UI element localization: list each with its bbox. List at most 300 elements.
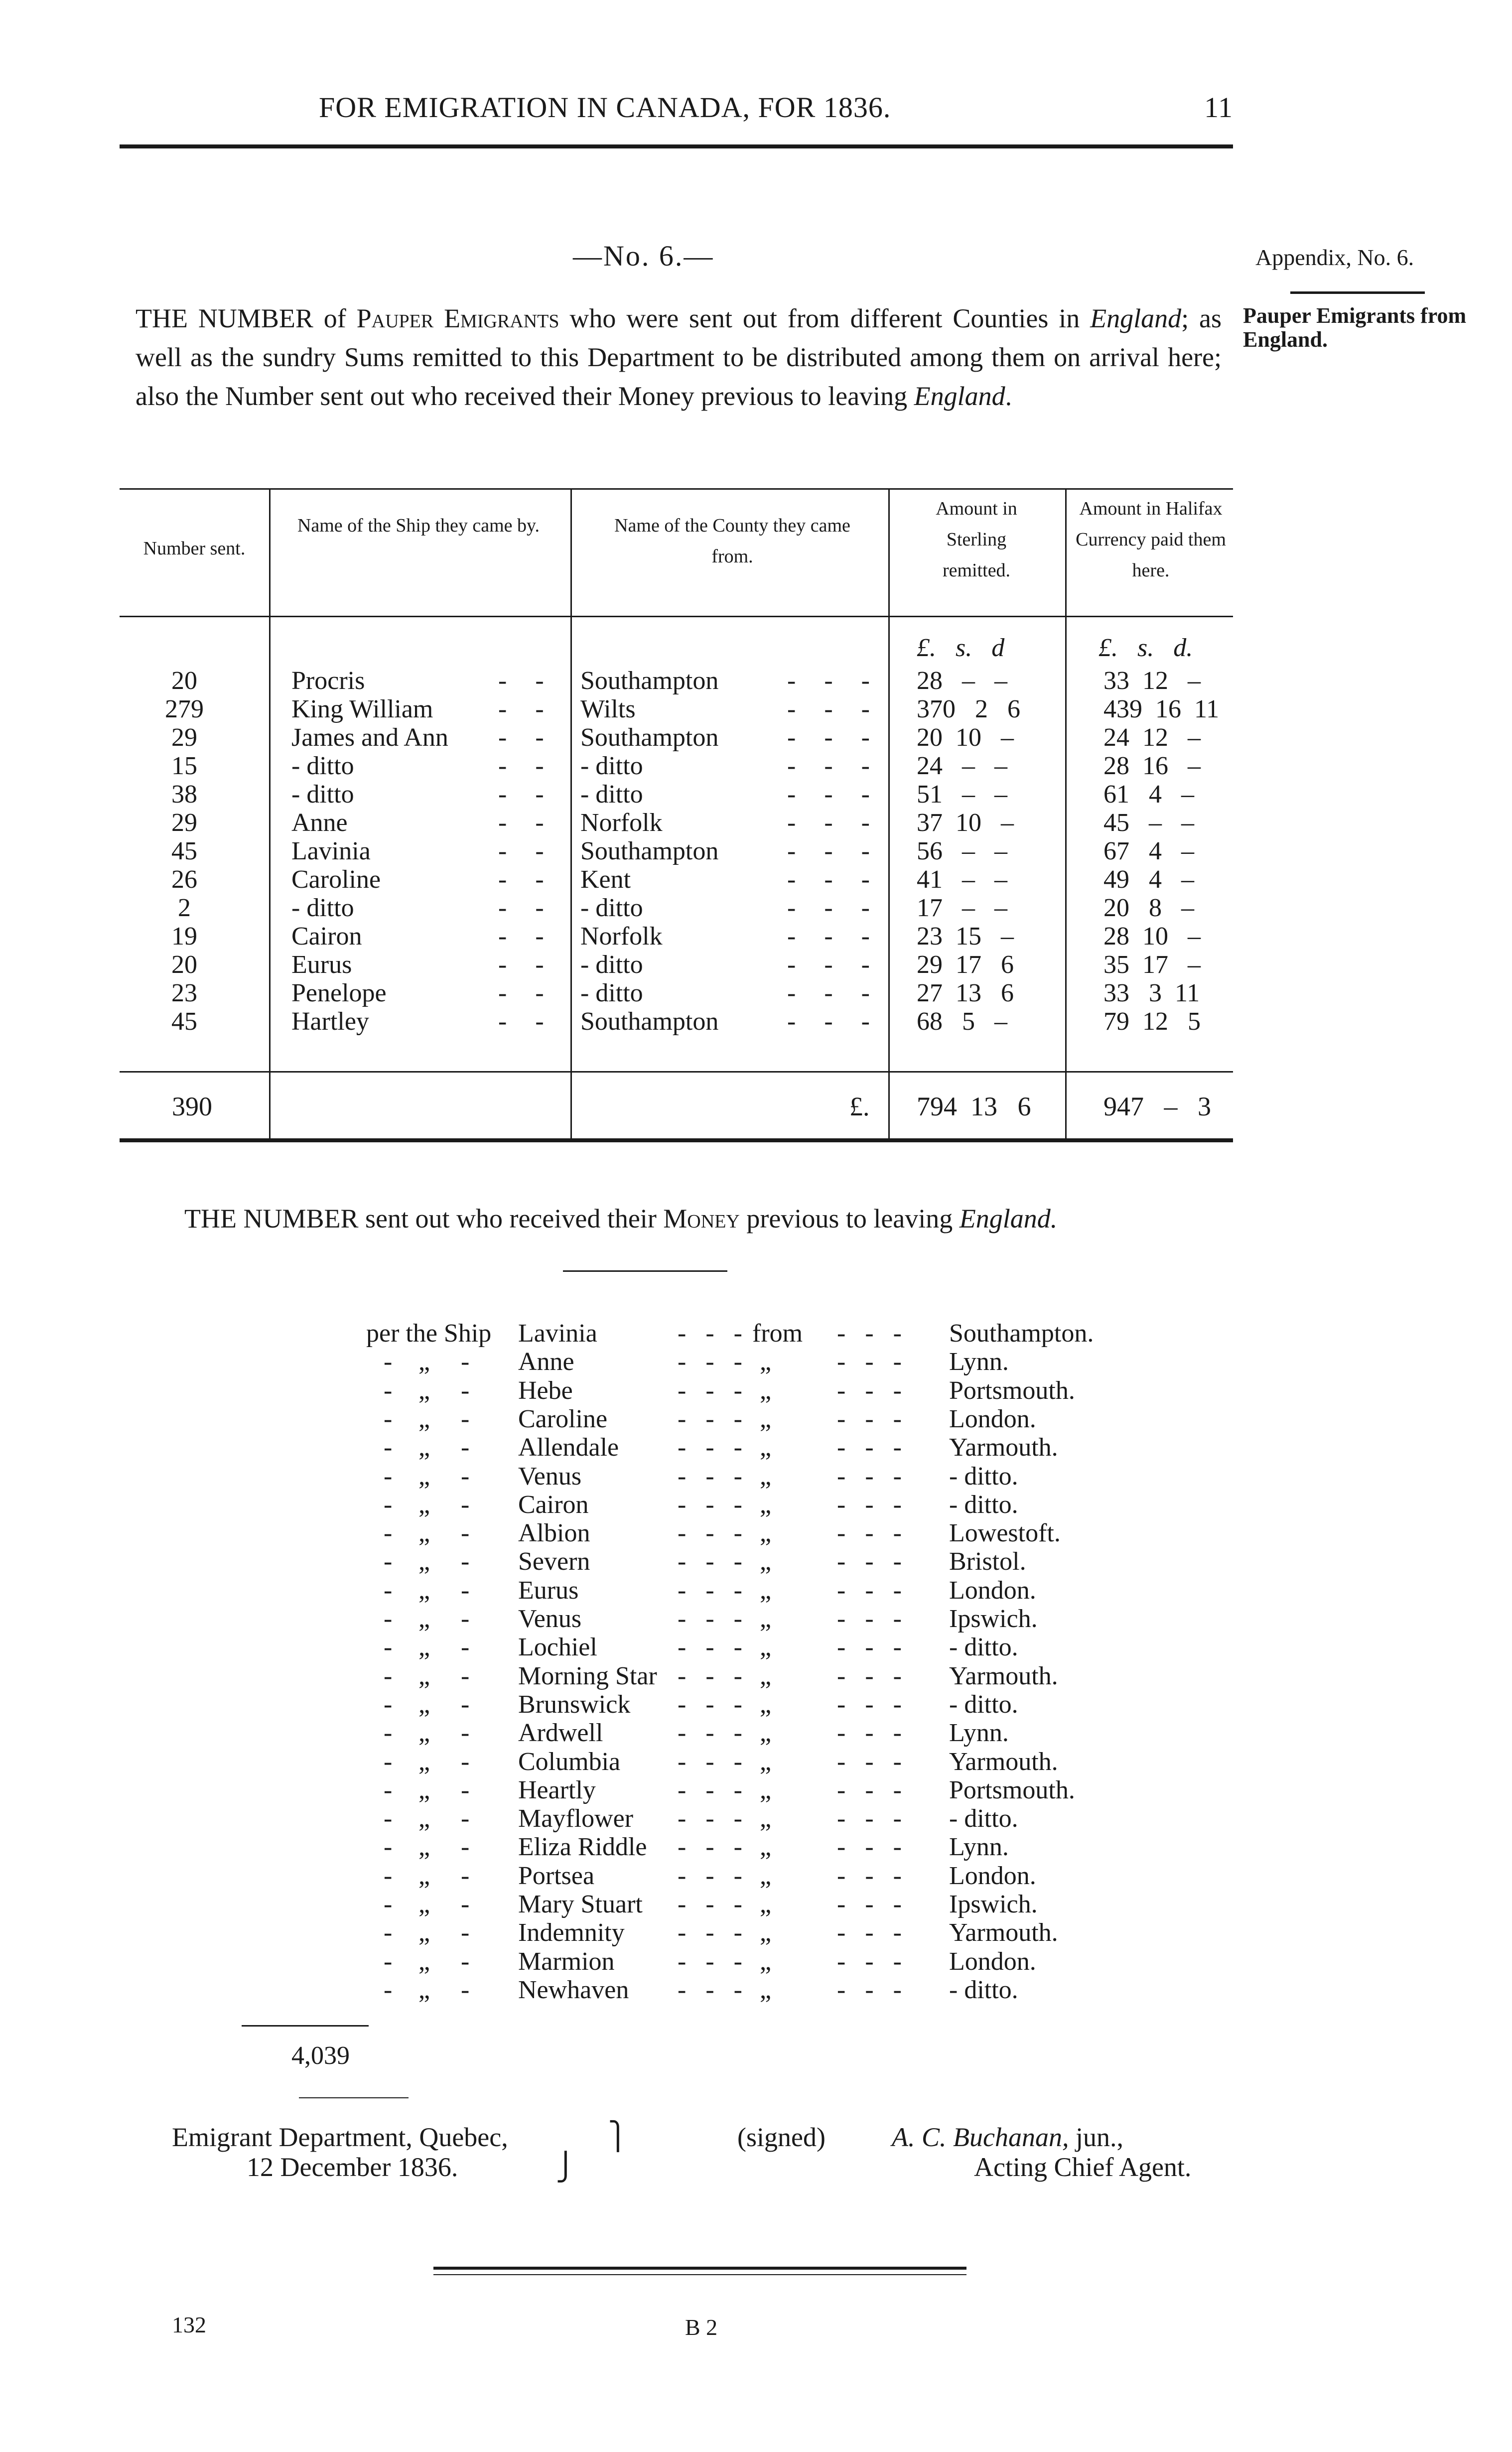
list-ship-name: Indemnity bbox=[518, 1918, 625, 1947]
list-ditto-mark: „ bbox=[418, 1547, 430, 1576]
county-leader-dashes: - - - bbox=[787, 780, 881, 809]
list-leader-dashes: - - - bbox=[678, 1862, 742, 1890]
ship-leader-dashes: - - bbox=[498, 894, 555, 922]
row-ship: Procris bbox=[291, 667, 365, 695]
row-number-sent: 23 bbox=[171, 979, 197, 1007]
intro-england-1: England bbox=[1090, 303, 1182, 333]
footer-brace-2: ⎭ bbox=[555, 2152, 576, 2182]
row-number-sent: 29 bbox=[171, 809, 197, 837]
list-ditto-mark: „ bbox=[760, 1776, 772, 1804]
county-leader-dashes: - - - bbox=[787, 752, 881, 780]
list-ditto-mark: „ bbox=[760, 1462, 772, 1491]
row-county: Southampton bbox=[580, 837, 719, 865]
list-leader-dashes: - - - bbox=[837, 1662, 902, 1690]
list-ship-name: Hebe bbox=[518, 1376, 573, 1405]
county-leader-dashes: - - - bbox=[787, 837, 881, 865]
list-ship-name: Severn bbox=[518, 1547, 590, 1576]
total-halifax: 947 – 3 bbox=[1103, 1091, 1211, 1121]
list-leader-dashes: - - - bbox=[837, 1947, 902, 1976]
list-dash: - bbox=[461, 1491, 470, 1519]
row-sterling: 23 15 – bbox=[917, 922, 1014, 951]
intro-text-2: ; as well as the sundry Sums remitted to this Department to be distributed among them on arrival here; also the Number sent out who received their Money previous to leaving bbox=[136, 303, 1222, 411]
list-leader-dashes: - - - bbox=[678, 1918, 742, 1947]
list-ditto-mark: „ bbox=[418, 1662, 430, 1690]
sterling-currency-heading: £. s. d bbox=[917, 634, 1005, 662]
row-county: - ditto bbox=[580, 951, 643, 979]
row-county: Kent bbox=[580, 865, 631, 894]
row-county: - ditto bbox=[580, 752, 643, 780]
list-leader-dashes: - - - bbox=[837, 1605, 902, 1633]
section2-rule bbox=[563, 1270, 727, 1272]
list-ship-name: Eurus bbox=[518, 1576, 579, 1605]
list-dash: - bbox=[461, 1662, 470, 1690]
list-dash: - bbox=[384, 1462, 393, 1491]
county-leader-dashes: - - - bbox=[787, 1007, 881, 1036]
list-ditto-mark: „ bbox=[760, 1576, 772, 1605]
row-number-sent: 26 bbox=[171, 865, 197, 894]
ship-leader-dashes: - - bbox=[498, 1007, 555, 1036]
header-rule bbox=[120, 144, 1233, 148]
row-county: Wilts bbox=[580, 695, 636, 723]
list-total-rule bbox=[242, 2025, 369, 2027]
list-ship-name: Venus bbox=[518, 1462, 582, 1491]
list-ditto-mark: „ bbox=[760, 1719, 772, 1747]
list-ditto-mark: „ bbox=[418, 1918, 430, 1947]
list-total: 4,039 bbox=[291, 2042, 350, 2070]
list-ship-name: Albion bbox=[518, 1519, 590, 1547]
list-leader-dashes: - - - bbox=[678, 1804, 742, 1833]
section2-heading bbox=[184, 1203, 1057, 1234]
list-ditto-mark: „ bbox=[760, 1890, 772, 1918]
row-ship: Cairon bbox=[291, 922, 362, 951]
list-leader-dashes: - - - bbox=[678, 1547, 742, 1576]
list-place: Lynn. bbox=[949, 1348, 1009, 1376]
row-county: Southampton bbox=[580, 723, 719, 752]
list-ditto-mark: „ bbox=[760, 1947, 772, 1976]
row-number-sent: 20 bbox=[171, 951, 197, 979]
row-ship: King William bbox=[291, 695, 433, 723]
footer-dept: Emigrant Department, Quebec, bbox=[172, 2122, 508, 2152]
agent-suffix: jun., bbox=[1075, 2122, 1123, 2152]
list-dash: - bbox=[461, 1776, 470, 1804]
header-ship: Name of the Ship they came by. bbox=[297, 515, 540, 536]
total-rule-top bbox=[120, 1071, 1233, 1073]
row-number-sent: 29 bbox=[171, 723, 197, 752]
county-leader-dashes: - - - bbox=[787, 951, 881, 979]
row-ship: Anne bbox=[291, 809, 348, 837]
list-leader-dashes: - - - bbox=[837, 1690, 902, 1719]
section2-england: England. bbox=[959, 1204, 1058, 1233]
list-leader-dashes: - - - bbox=[678, 1405, 742, 1433]
ship-leader-dashes: - - bbox=[498, 723, 555, 752]
row-sterling: 56 – – bbox=[917, 837, 1007, 865]
list-leader-dashes: - - - bbox=[678, 1576, 742, 1605]
list-ship-name: Allendale bbox=[518, 1433, 619, 1462]
list-dash: - bbox=[461, 1576, 470, 1605]
list-place: Portsmouth. bbox=[949, 1776, 1075, 1804]
row-ship: - ditto bbox=[291, 894, 354, 922]
list-ship-name: Cairon bbox=[518, 1491, 589, 1519]
list-leader-dashes: - - - bbox=[837, 1890, 902, 1918]
list-leader-dashes: - - - bbox=[678, 1719, 742, 1747]
list-place: - ditto. bbox=[949, 1804, 1018, 1833]
list-dash: - bbox=[461, 1890, 470, 1918]
total-number: 390 bbox=[172, 1091, 212, 1121]
list-dash: - bbox=[461, 1719, 470, 1747]
row-sterling: 17 – – bbox=[917, 894, 1007, 922]
list-dash: - bbox=[461, 1918, 470, 1947]
list-ditto-mark: „ bbox=[418, 1804, 430, 1833]
county-leader-dashes: - - - bbox=[787, 667, 881, 695]
col-divider-4 bbox=[1065, 488, 1067, 1138]
list-ditto-mark: „ bbox=[760, 1491, 772, 1519]
list-ship-name: Morning Star bbox=[518, 1662, 657, 1690]
list-ship-name: Mayflower bbox=[518, 1804, 634, 1833]
footer-brace-1: ⎫ bbox=[608, 2121, 628, 2151]
list-dash: - bbox=[461, 1947, 470, 1976]
row-halifax: 35 17 – bbox=[1103, 951, 1201, 979]
county-leader-dashes: - - - bbox=[787, 695, 881, 723]
list-dash: - bbox=[384, 1376, 393, 1405]
list-place: London. bbox=[949, 1576, 1036, 1605]
list-ship-name: Anne bbox=[518, 1348, 574, 1376]
list-dash: - bbox=[384, 1890, 393, 1918]
row-county: - ditto bbox=[580, 979, 643, 1007]
list-leader-dashes: - - - bbox=[837, 1519, 902, 1547]
list-leader-dashes: - - - bbox=[837, 1833, 902, 1861]
agent-name: A. C. Buchanan, bbox=[892, 2122, 1069, 2152]
row-number-sent: 15 bbox=[171, 752, 197, 780]
list-leader-dashes: - - - bbox=[837, 1918, 902, 1947]
list-place: London. bbox=[949, 1862, 1036, 1890]
list-ditto-mark: „ bbox=[418, 1519, 430, 1547]
footer-date: 12 December 1836. bbox=[247, 2152, 458, 2182]
total-currency-label: £. bbox=[849, 1091, 870, 1121]
ship-leader-dashes: - - bbox=[498, 979, 555, 1007]
list-leader-dashes: - - - bbox=[837, 1433, 902, 1462]
row-ship: Caroline bbox=[291, 865, 381, 894]
list-dash: - bbox=[461, 1376, 470, 1405]
list-dash: - bbox=[384, 1519, 393, 1547]
list-ship-name: Marmion bbox=[518, 1947, 615, 1976]
list-ship-name: Ardwell bbox=[518, 1719, 603, 1747]
list-ditto-mark: „ bbox=[418, 1576, 430, 1605]
intro-paragraph bbox=[136, 299, 1222, 415]
footer-divider bbox=[299, 2097, 409, 2098]
list-dash: - bbox=[461, 1462, 470, 1491]
county-leader-dashes: - - - bbox=[787, 979, 881, 1007]
list-dash: - bbox=[384, 1719, 393, 1747]
list-place: London. bbox=[949, 1405, 1036, 1433]
list-ship-name: Lochiel bbox=[518, 1633, 597, 1661]
row-county: Southampton bbox=[580, 667, 719, 695]
row-sterling: 27 13 6 bbox=[917, 979, 1014, 1007]
header-halifax: Amount in Halifax Currency paid them here. bbox=[1076, 498, 1226, 581]
list-dash: - bbox=[384, 1576, 393, 1605]
list-dash: - bbox=[461, 1976, 470, 2004]
list-leader-dashes: - - - bbox=[837, 1319, 902, 1348]
list-dash: - bbox=[461, 1605, 470, 1633]
list-leader-dashes: - - - bbox=[678, 1776, 742, 1804]
row-county: Norfolk bbox=[580, 809, 663, 837]
list-leader-dashes: - - - bbox=[678, 1491, 742, 1519]
list-leader-dashes: - - - bbox=[678, 1662, 742, 1690]
list-dash: - bbox=[384, 1605, 393, 1633]
list-leader-dashes: - - - bbox=[837, 1491, 902, 1519]
intro-text-1: who were sent out from different Counties in bbox=[569, 303, 1080, 333]
col-divider-3 bbox=[888, 488, 890, 1138]
list-leader-dashes: - - - bbox=[837, 1547, 902, 1576]
list-place: - ditto. bbox=[949, 1462, 1018, 1491]
list-leader-dashes: - - - bbox=[837, 1576, 902, 1605]
list-ditto-mark: „ bbox=[760, 1633, 772, 1661]
row-sterling: 51 – – bbox=[917, 780, 1007, 809]
list-dash: - bbox=[384, 1662, 393, 1690]
list-dash: - bbox=[384, 1976, 393, 2004]
list-place: Bristol. bbox=[949, 1547, 1026, 1576]
list-ditto-mark: „ bbox=[760, 1348, 772, 1376]
list-place: - ditto. bbox=[949, 1491, 1018, 1519]
list-dash: - bbox=[384, 1547, 393, 1576]
list-leader-dashes: - - - bbox=[678, 1462, 742, 1491]
list-place: - ditto. bbox=[949, 1976, 1018, 2004]
list-dash: - bbox=[461, 1433, 470, 1462]
list-ditto-mark: „ bbox=[418, 1719, 430, 1747]
col-divider-2 bbox=[570, 488, 572, 1138]
list-dash: - bbox=[384, 1433, 393, 1462]
list-ship-name: Columbia bbox=[518, 1748, 621, 1776]
list-leader-dashes: - - - bbox=[678, 1748, 742, 1776]
county-leader-dashes: - - - bbox=[787, 865, 881, 894]
row-number-sent: 2 bbox=[178, 894, 191, 922]
list-dash: - bbox=[461, 1833, 470, 1861]
list-place: Lynn. bbox=[949, 1833, 1009, 1861]
table-bottom-rule bbox=[120, 1138, 1233, 1142]
row-ship: Hartley bbox=[291, 1007, 369, 1036]
list-place: London. bbox=[949, 1947, 1036, 1976]
footer-signed: (signed) bbox=[737, 2122, 825, 2152]
row-county: Southampton bbox=[580, 1007, 719, 1036]
list-ship-name: Venus bbox=[518, 1605, 582, 1633]
row-sterling: 37 10 – bbox=[917, 809, 1014, 837]
row-sterling: 29 17 6 bbox=[917, 951, 1014, 979]
document-number: —No. 6.— bbox=[573, 240, 714, 272]
section2-mid: previous to leaving bbox=[746, 1204, 953, 1233]
row-halifax: 439 16 11 bbox=[1103, 695, 1220, 723]
list-ship-name: Caroline bbox=[518, 1405, 608, 1433]
row-halifax: 61 4 – bbox=[1103, 780, 1194, 809]
list-ditto-mark: „ bbox=[760, 1976, 772, 2004]
list-place: Ipswich. bbox=[949, 1605, 1038, 1633]
list-ditto-mark: „ bbox=[760, 1405, 772, 1433]
ship-leader-dashes: - - bbox=[498, 752, 555, 780]
intro-england-2: England bbox=[914, 381, 1005, 411]
row-ship: Eurus bbox=[291, 951, 352, 979]
row-sterling: 68 5 – bbox=[917, 1007, 1007, 1036]
list-ditto-mark: „ bbox=[760, 1547, 772, 1576]
list-ditto-mark: „ bbox=[418, 1890, 430, 1918]
margin-note: Pauper Emigrants from England. bbox=[1243, 303, 1467, 352]
header-county: Name of the County they came from. bbox=[614, 515, 850, 567]
list-ditto-mark: „ bbox=[760, 1748, 772, 1776]
list-place: Southampton. bbox=[949, 1319, 1094, 1348]
list-leader-dashes: - - - bbox=[837, 1719, 902, 1747]
section2-lead: THE NUMBER sent out who received their bbox=[184, 1204, 657, 1233]
list-ship-name: Eliza Riddle bbox=[518, 1833, 647, 1861]
ship-leader-dashes: - - bbox=[498, 780, 555, 809]
list-leader-dashes: - - - bbox=[678, 1833, 742, 1861]
ship-leader-dashes: - - bbox=[498, 951, 555, 979]
row-number-sent: 20 bbox=[171, 667, 197, 695]
section2-money: Money bbox=[663, 1204, 740, 1233]
list-leader-dashes: - - - bbox=[678, 1519, 742, 1547]
row-sterling: 28 – – bbox=[917, 667, 1007, 695]
row-halifax: 67 4 – bbox=[1103, 837, 1194, 865]
row-ship: James and Ann bbox=[291, 723, 448, 752]
running-title: FOR EMIGRATION IN CANADA, FOR 1836. bbox=[319, 91, 891, 124]
list-leader-dashes: - - - bbox=[837, 1376, 902, 1405]
list-ditto-mark: „ bbox=[760, 1376, 772, 1405]
list-leader-dashes: - - - bbox=[837, 1633, 902, 1661]
list-leader-dashes: - - - bbox=[678, 1976, 742, 2004]
list-ditto-mark: „ bbox=[418, 1690, 430, 1719]
list-place: Lowestoft. bbox=[949, 1519, 1061, 1547]
row-halifax: 28 10 – bbox=[1103, 922, 1201, 951]
list-leader-dashes: - - - bbox=[837, 1776, 902, 1804]
list-place: Portsmouth. bbox=[949, 1376, 1075, 1405]
list-dash: - bbox=[384, 1348, 393, 1376]
list-from: from bbox=[752, 1319, 803, 1348]
list-ditto-mark: „ bbox=[418, 1748, 430, 1776]
row-halifax: 79 12 5 bbox=[1103, 1007, 1201, 1036]
list-ditto-mark: „ bbox=[418, 1376, 430, 1405]
list-leader-dashes: - - - bbox=[837, 1804, 902, 1833]
list-leader-dashes: - - - bbox=[837, 1862, 902, 1890]
list-dash: - bbox=[384, 1491, 393, 1519]
list-dash: - bbox=[461, 1633, 470, 1661]
ship-leader-dashes: - - bbox=[498, 922, 555, 951]
list-leader-dashes: - - - bbox=[837, 1348, 902, 1376]
list-per-ship: per the Ship bbox=[366, 1319, 492, 1348]
county-leader-dashes: - - - bbox=[787, 723, 881, 752]
list-ship-name: Brunswick bbox=[518, 1690, 631, 1719]
footer-role: Acting Chief Agent. bbox=[974, 2152, 1192, 2182]
intro-lead: THE NUMBER of bbox=[136, 303, 346, 333]
row-halifax: 24 12 – bbox=[1103, 723, 1201, 752]
row-number-sent: 38 bbox=[171, 780, 197, 809]
intro-small-caps: Pauper Emigrants bbox=[356, 303, 559, 333]
row-county: - ditto bbox=[580, 780, 643, 809]
list-place: Yarmouth. bbox=[949, 1433, 1058, 1462]
list-ditto-mark: „ bbox=[418, 1405, 430, 1433]
list-place: Ipswich. bbox=[949, 1890, 1038, 1918]
list-ship-name: Newhaven bbox=[518, 1976, 629, 2004]
row-halifax: 20 8 – bbox=[1103, 894, 1194, 922]
list-place: Lynn. bbox=[949, 1719, 1009, 1747]
list-dash: - bbox=[384, 1833, 393, 1861]
row-halifax: 33 12 – bbox=[1103, 667, 1201, 695]
halifax-currency-heading: £. s. d. bbox=[1099, 634, 1193, 662]
list-dash: - bbox=[461, 1405, 470, 1433]
row-halifax: 28 16 – bbox=[1103, 752, 1201, 780]
col-divider-1 bbox=[269, 488, 271, 1138]
footer-thin-rule bbox=[433, 2274, 966, 2275]
list-leader-dashes: - - - bbox=[837, 1462, 902, 1491]
county-leader-dashes: - - - bbox=[787, 922, 881, 951]
list-leader-dashes: - - - bbox=[837, 1976, 902, 2004]
list-dash: - bbox=[384, 1918, 393, 1947]
page-number: 11 bbox=[1204, 91, 1233, 124]
ship-leader-dashes: - - bbox=[498, 865, 555, 894]
total-sterling: 794 13 6 bbox=[917, 1091, 1031, 1121]
county-leader-dashes: - - - bbox=[787, 809, 881, 837]
list-ditto-mark: „ bbox=[418, 1976, 430, 2004]
list-dash: - bbox=[461, 1690, 470, 1719]
row-sterling: 41 – – bbox=[917, 865, 1007, 894]
list-leader-dashes: - - - bbox=[678, 1433, 742, 1462]
list-ditto-mark: „ bbox=[418, 1633, 430, 1661]
list-ship-name: Lavinia bbox=[518, 1319, 597, 1348]
intro-end: . bbox=[1005, 381, 1012, 411]
page-foot-number: 132 bbox=[172, 2312, 206, 2337]
list-dash: - bbox=[461, 1748, 470, 1776]
ship-leader-dashes: - - bbox=[498, 667, 555, 695]
row-number-sent: 45 bbox=[171, 1007, 197, 1036]
list-leader-dashes: - - - bbox=[678, 1376, 742, 1405]
row-number-sent: 279 bbox=[165, 695, 204, 723]
page-foot-signature: B 2 bbox=[685, 2315, 718, 2340]
list-dash: - bbox=[384, 1776, 393, 1804]
list-ditto-mark: „ bbox=[760, 1918, 772, 1947]
list-leader-dashes: - - - bbox=[837, 1748, 902, 1776]
list-ditto-mark: „ bbox=[418, 1348, 430, 1376]
ship-leader-dashes: - - bbox=[498, 695, 555, 723]
list-dash: - bbox=[384, 1748, 393, 1776]
row-ship: - ditto bbox=[291, 752, 354, 780]
footer-agent-name bbox=[892, 2122, 1123, 2152]
list-leader-dashes: - - - bbox=[678, 1690, 742, 1719]
list-place: - ditto. bbox=[949, 1633, 1018, 1661]
county-leader-dashes: - - - bbox=[787, 894, 881, 922]
list-dash: - bbox=[384, 1405, 393, 1433]
list-ship-name: Portsea bbox=[518, 1862, 595, 1890]
list-ditto-mark: „ bbox=[760, 1833, 772, 1861]
list-ditto-mark: „ bbox=[418, 1947, 430, 1976]
list-place: Yarmouth. bbox=[949, 1662, 1058, 1690]
header-number-sent: Number sent. bbox=[143, 538, 246, 559]
list-ditto-mark: „ bbox=[760, 1433, 772, 1462]
list-ditto-mark: „ bbox=[760, 1605, 772, 1633]
margin-rule bbox=[1290, 291, 1425, 294]
row-number-sent: 19 bbox=[171, 922, 197, 951]
list-place: Yarmouth. bbox=[949, 1748, 1058, 1776]
list-ship-name: Mary Stuart bbox=[518, 1890, 643, 1918]
list-ditto-mark: „ bbox=[418, 1462, 430, 1491]
list-ditto-mark: „ bbox=[418, 1833, 430, 1861]
list-ditto-mark: „ bbox=[760, 1690, 772, 1719]
list-ditto-mark: „ bbox=[760, 1519, 772, 1547]
appendix-label: Appendix, No. 6. bbox=[1255, 245, 1414, 270]
row-halifax: 45 – – bbox=[1103, 809, 1194, 837]
list-dash: - bbox=[461, 1547, 470, 1576]
list-leader-dashes: - - - bbox=[678, 1947, 742, 1976]
list-ditto-mark: „ bbox=[418, 1605, 430, 1633]
list-ditto-mark: „ bbox=[760, 1662, 772, 1690]
row-county: Norfolk bbox=[580, 922, 663, 951]
list-place: - ditto. bbox=[949, 1690, 1018, 1719]
list-ditto-mark: „ bbox=[760, 1862, 772, 1890]
row-halifax: 33 3 11 bbox=[1103, 979, 1200, 1007]
